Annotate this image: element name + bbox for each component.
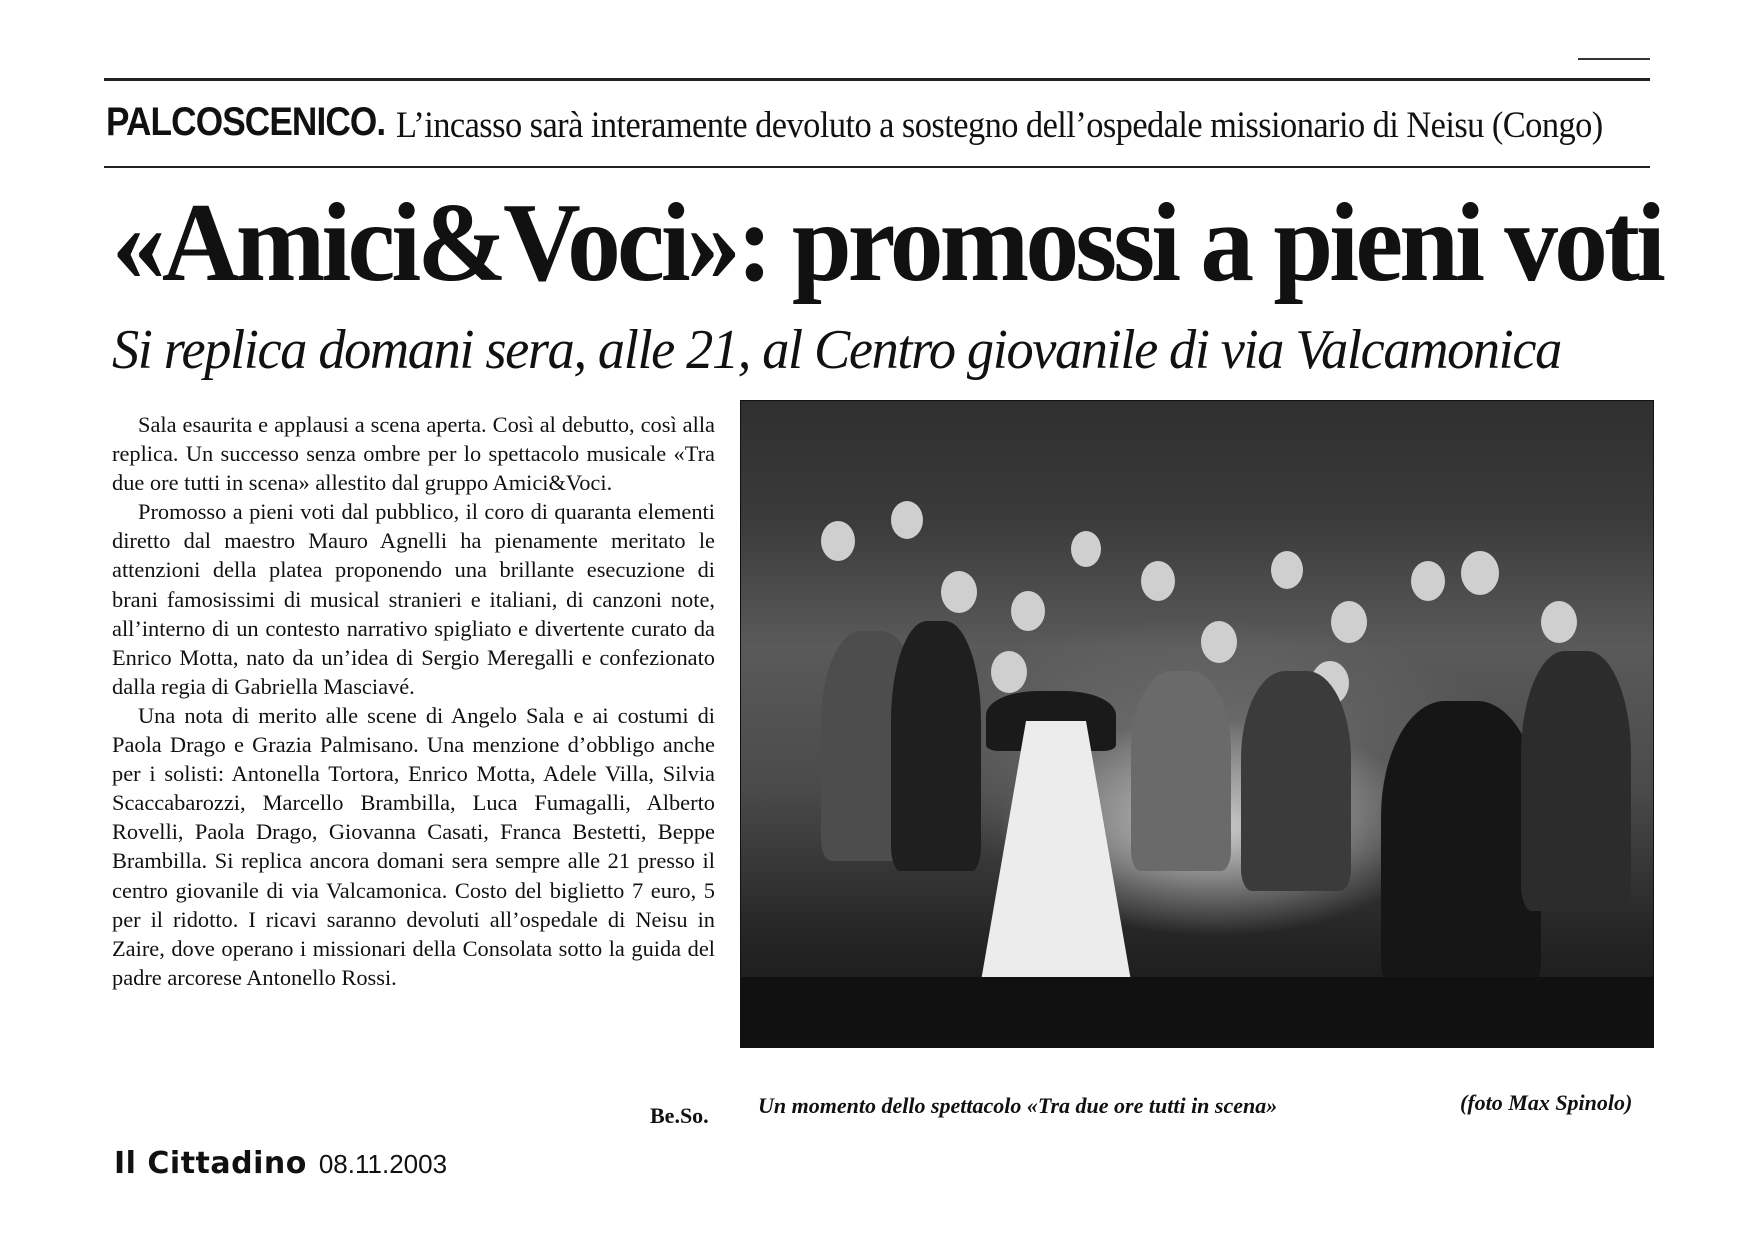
top-rule xyxy=(104,78,1650,81)
newspaper-name: Il Cittadino xyxy=(114,1146,307,1181)
photo-figure xyxy=(1461,551,1499,595)
photo-figure xyxy=(1071,531,1101,567)
photo-figure xyxy=(981,721,1131,981)
photo-figure xyxy=(1241,671,1351,891)
article-paragraph: Promosso a pieni voti dal pubblico, il coro di quaranta elementi diretto dal maestro Mauro Agnelli ha pienamente meritato le attenzioni della platea proponendo una brillante esecuzione di brani famosissimi di musical stranieri e italiani, di canzoni note, all’interno di un contesto narrativo spigliato e divertente curato da Enrico Motta, nato da un’idea di Sergio Meregalli e confezionato dalla regia di Gabriella Masciavé. xyxy=(112,499,715,699)
photo-figure xyxy=(821,521,855,561)
photo-figure xyxy=(1131,671,1231,871)
footer xyxy=(114,1146,447,1181)
kicker xyxy=(106,100,1656,156)
photo-figure xyxy=(1541,601,1577,643)
subheadline: Si replica domani sera, alle 21, al Centro giovanile di via Valcamonica xyxy=(112,319,1561,381)
photo-figure xyxy=(991,651,1027,693)
photo-figure xyxy=(941,571,977,613)
photo-figure xyxy=(1271,551,1303,589)
article-photo xyxy=(740,400,1654,1048)
article-body xyxy=(112,410,715,992)
photo-figure xyxy=(1381,701,1541,991)
photo-figure xyxy=(891,501,923,539)
photo-figure xyxy=(1331,601,1367,643)
photo-figure xyxy=(1411,561,1445,601)
photo-figure xyxy=(1201,621,1237,663)
photo-stage-floor xyxy=(741,977,1653,1047)
photo-figure xyxy=(1011,591,1045,631)
photo-caption: Un momento dello spettacolo «Tra due ore tutti in scena» xyxy=(758,1093,1278,1118)
byline: Be.So. xyxy=(650,1103,709,1128)
top-rule-right xyxy=(1578,58,1650,60)
article-paragraph: Sala esaurita e applausi a scena aperta. Così al debutto, così alla replica. Un successo senza ombre per lo spettacolo musicale «Tra due ore tutti in scena» allestito dal gruppo Amici&Voci. xyxy=(112,412,715,496)
photo-credit: (foto Max Spinolo) xyxy=(1460,1090,1633,1115)
headline: «Amici&Voci»: promossi a pieni voti xyxy=(112,181,1663,305)
publication-date: 08.11.2003 xyxy=(318,1149,448,1179)
photo-figure xyxy=(1141,561,1175,601)
photo-figure xyxy=(1521,651,1631,911)
kicker-rule xyxy=(104,166,1650,168)
photo-figure xyxy=(891,621,981,871)
section-label: PALCOSCENICO. xyxy=(106,100,386,144)
article-paragraph: Una nota di merito alle scene di Angelo Sala e ai costumi di Paola Drago e Grazia Palmisano. Una menzione d’obbligo anche per i solisti: Antonella Tortora, Enrico Motta, Adele Villa, Silvia Scaccabarozzi, Marcello Brambilla, Luca Fumagalli, Alberto Rovelli, Paola Drago, Giovanna Casati, Franca Bestetti, Beppe Brambilla. Si replica ancora domani sera sempre alle 21 presso il centro giovanile di via Valcamonica. Costo del biglietto 7 euro, 5 per il ridotto. I ricavi saranno devoluti all’ospedale di Neisu in Zaire, dove operano i missionari della Consolata sotto la guida del padre arcorese Antonello Rossi. xyxy=(112,702,715,990)
kicker-text: L’incasso sarà interamente devoluto a sostegno dell’ospedale missionario di Neisu (Congo) xyxy=(396,105,1603,146)
